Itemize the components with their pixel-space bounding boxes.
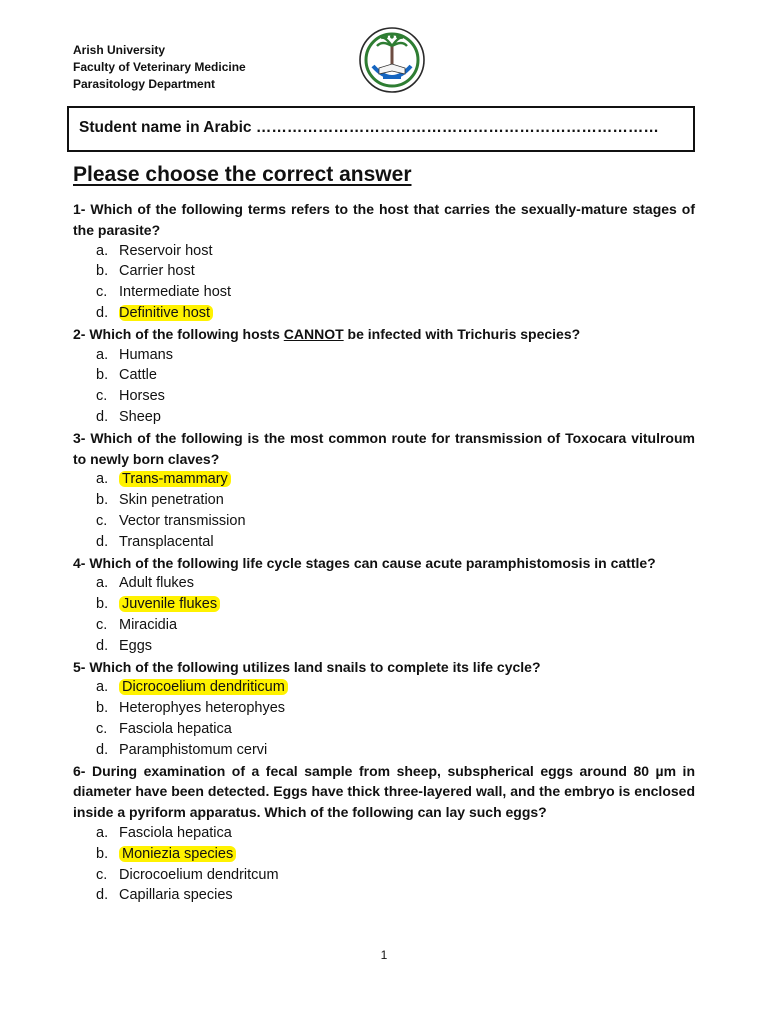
option-c[interactable]: c. Fasciola hepatica: [96, 720, 232, 737]
student-name-label: Student name in Arabic ……………………………………………………………………: [79, 119, 659, 136]
question-2: [73, 324, 695, 428]
option-b-selected[interactable]: b. Juvenile flukes: [73, 594, 695, 615]
highlighted-answer: Juvenile flukes: [119, 596, 220, 612]
question-text: 2- Which of the following hosts CANNOT be infected with Trichuris species?: [73, 325, 581, 342]
question-5: [73, 657, 695, 761]
highlighted-answer: Moniezia species: [119, 846, 236, 862]
option-b[interactable]: b. Heterophyes heterophyes: [96, 700, 286, 717]
option-b[interactable]: b. Carrier host: [96, 263, 195, 280]
option-a-selected[interactable]: a. Dicrocoelium dendriticum: [73, 677, 695, 698]
option-d-selected[interactable]: d. Definitive host: [73, 303, 695, 324]
option-d[interactable]: d. Eggs: [96, 637, 153, 654]
highlighted-answer: Trans-mammary: [119, 471, 231, 487]
page-title: Please choose the correct answer: [73, 163, 412, 186]
question-3: [73, 428, 695, 553]
option-d[interactable]: d. Transplacental: [96, 533, 214, 550]
university-logo-icon: [357, 26, 427, 94]
option-d[interactable]: d. Capillaria species: [96, 887, 233, 904]
department-name: Parasitology Department: [73, 77, 216, 91]
option-a[interactable]: a. Reservoir host: [96, 242, 213, 259]
option-a[interactable]: a. Humans: [96, 346, 173, 363]
question-6: [73, 761, 695, 907]
option-c[interactable]: c. Dicrocoelium dendritcum: [96, 866, 279, 883]
option-c[interactable]: c. Vector transmission: [96, 512, 246, 529]
faculty-name: Faculty of Veterinary Medicine: [73, 60, 246, 74]
question-list: [73, 199, 695, 906]
question-text: 5- Which of the following utilizes land snails to complete its life cycle?: [73, 658, 541, 675]
question-4: [73, 553, 695, 657]
option-c[interactable]: c. Horses: [96, 388, 165, 405]
option-c[interactable]: c. Intermediate host: [96, 284, 232, 301]
page-number: 1: [380, 948, 388, 962]
question-text: 3- Which of the following is the most common route for transmission of Toxocara vitulroum to newly born claves?: [73, 429, 695, 467]
institution-header: [73, 42, 246, 93]
option-a[interactable]: a. Adult flukes: [96, 575, 194, 592]
highlighted-answer: Definitive host: [119, 305, 213, 321]
option-c[interactable]: c. Miracidia: [96, 616, 178, 633]
option-b-selected[interactable]: b. Moniezia species: [73, 844, 695, 865]
emphasis-word: CANNOT: [283, 325, 344, 342]
student-name-box[interactable]: [67, 106, 695, 152]
option-b[interactable]: b. Cattle: [96, 367, 157, 384]
question-text: 4- Which of the following life cycle stages can cause acute paramphistomosis in cattle?: [73, 554, 656, 571]
highlighted-answer: Dicrocoelium dendriticum: [119, 679, 288, 695]
option-a-selected[interactable]: a. Trans-mammary: [73, 469, 695, 490]
option-a[interactable]: a. Fasciola hepatica: [96, 824, 232, 841]
option-d[interactable]: d. Sheep: [96, 408, 161, 425]
option-d[interactable]: d. Paramphistomum cervi: [96, 741, 268, 758]
question-1: [73, 199, 695, 324]
svg-text:● ● ●: ● ● ●: [383, 34, 401, 40]
university-name: Arish University: [73, 43, 166, 57]
question-text: 1- Which of the following terms refers to the host that carries the sexually-mature stages of the parasite?: [73, 201, 695, 238]
question-text: 6- During examination of a fecal sample from sheep, subspherical eggs around 80 µm in diameter have been detected. Eggs have thick three-layered wall, and the embryo is enclosed inside a pyriform apparatus. Which of the following can lay such eggs?: [73, 762, 695, 821]
option-b[interactable]: b. Skin penetration: [96, 492, 224, 509]
